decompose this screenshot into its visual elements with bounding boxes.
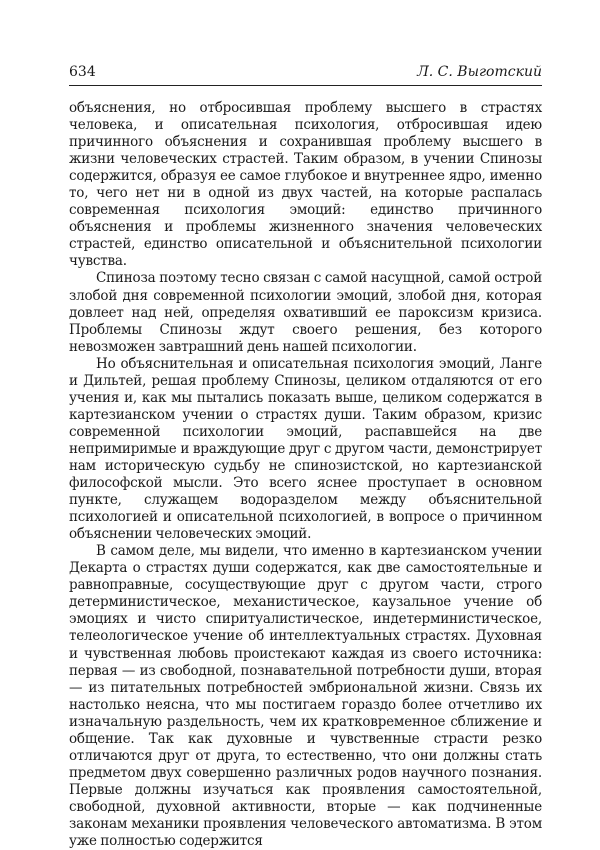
page-header: [69, 64, 542, 86]
paragraph: Но объяснительная и описательная психология эмоций, Ланге и Дильтей, решая проблему Спинозы, целиком отдаляются от его учения и, как мы пытались показать выше, целиком содержатся в картезианском учении о страстях души. Таким образом, кризис современной психологии эмоций, распавшейся на две непримиримые и враждующие друг с другом части, демонстрирует нам историческую судьбу не спинозистской, но картезианской философской мысли. Это всего яснее проступает в основном пункте, служащем водоразделом между объяснительной психологией и описательной психологией, в вопросе о причинном объяснении человеческих эмоций.: [69, 355, 542, 543]
body-text: [69, 100, 542, 850]
running-head-author: Л. С. Выготский: [417, 64, 542, 80]
document-page: [69, 64, 542, 850]
paragraph: Спиноза поэтому тесно связан с самой насущной, самой острой злобой дня современной психологии эмоций, злобой дня, которая довлеет над ней, определяя охвативший ее пароксизм кризиса. Проблемы Спинозы ждут своего решения, без которого невозможен завтрашний день нашей психологии.: [69, 270, 542, 355]
page-number: 634: [69, 64, 96, 80]
paragraph-continuation: объяснения, но отбросившая проблему высшего в страстях человека, и описательная психология, отбросившая идею причинного объяснения и сохранившая проблему высшего в жизни человеческих страстей. Таким образом, в учении Спинозы содержится, образуя ее самое глубокое и внутреннее ядро, именно то, чего нет ни в одной из двух частей, на которые распалась современная психология эмоций: единство причинного объяснения и проблемы жизненного значения человеческих страстей, единство описательной и объяснительной психологии чувства.: [69, 100, 542, 270]
paragraph: В самом деле, мы видели, что именно в картезианском учении Декарта о страстях души содержатся, как две самостоятельные и равноправные, сосуществующие друг с другом части, строго детерминистическое, механистическое, каузальное учение об эмоциях и чисто спиритуалистическое, индетерминистическое, телеологическое учение об интеллектуальных страстях. Духовная и чувственная любовь проистекают каждая из своего источника: первая — из свободной, познавательной потребности души, вторая — из питательных потребностей эмбриональной жизни. Связь их настолько неясна, что мы постигаем гораздо более отчетливо их изначальную раздельность, чем их кратковременное сближение и общение. Так как духовные и чувственные страсти резко отличаются друг от друга, то естественно, что они должны стать предметом двух совершенно различных родов научного познания. Первые должны изучаться как проявления самостоятельной, свободной, духовной активности, вторые — как подчиненные законам механики проявления человеческого автоматизма. В этом уже полностью содержится: [69, 543, 542, 850]
